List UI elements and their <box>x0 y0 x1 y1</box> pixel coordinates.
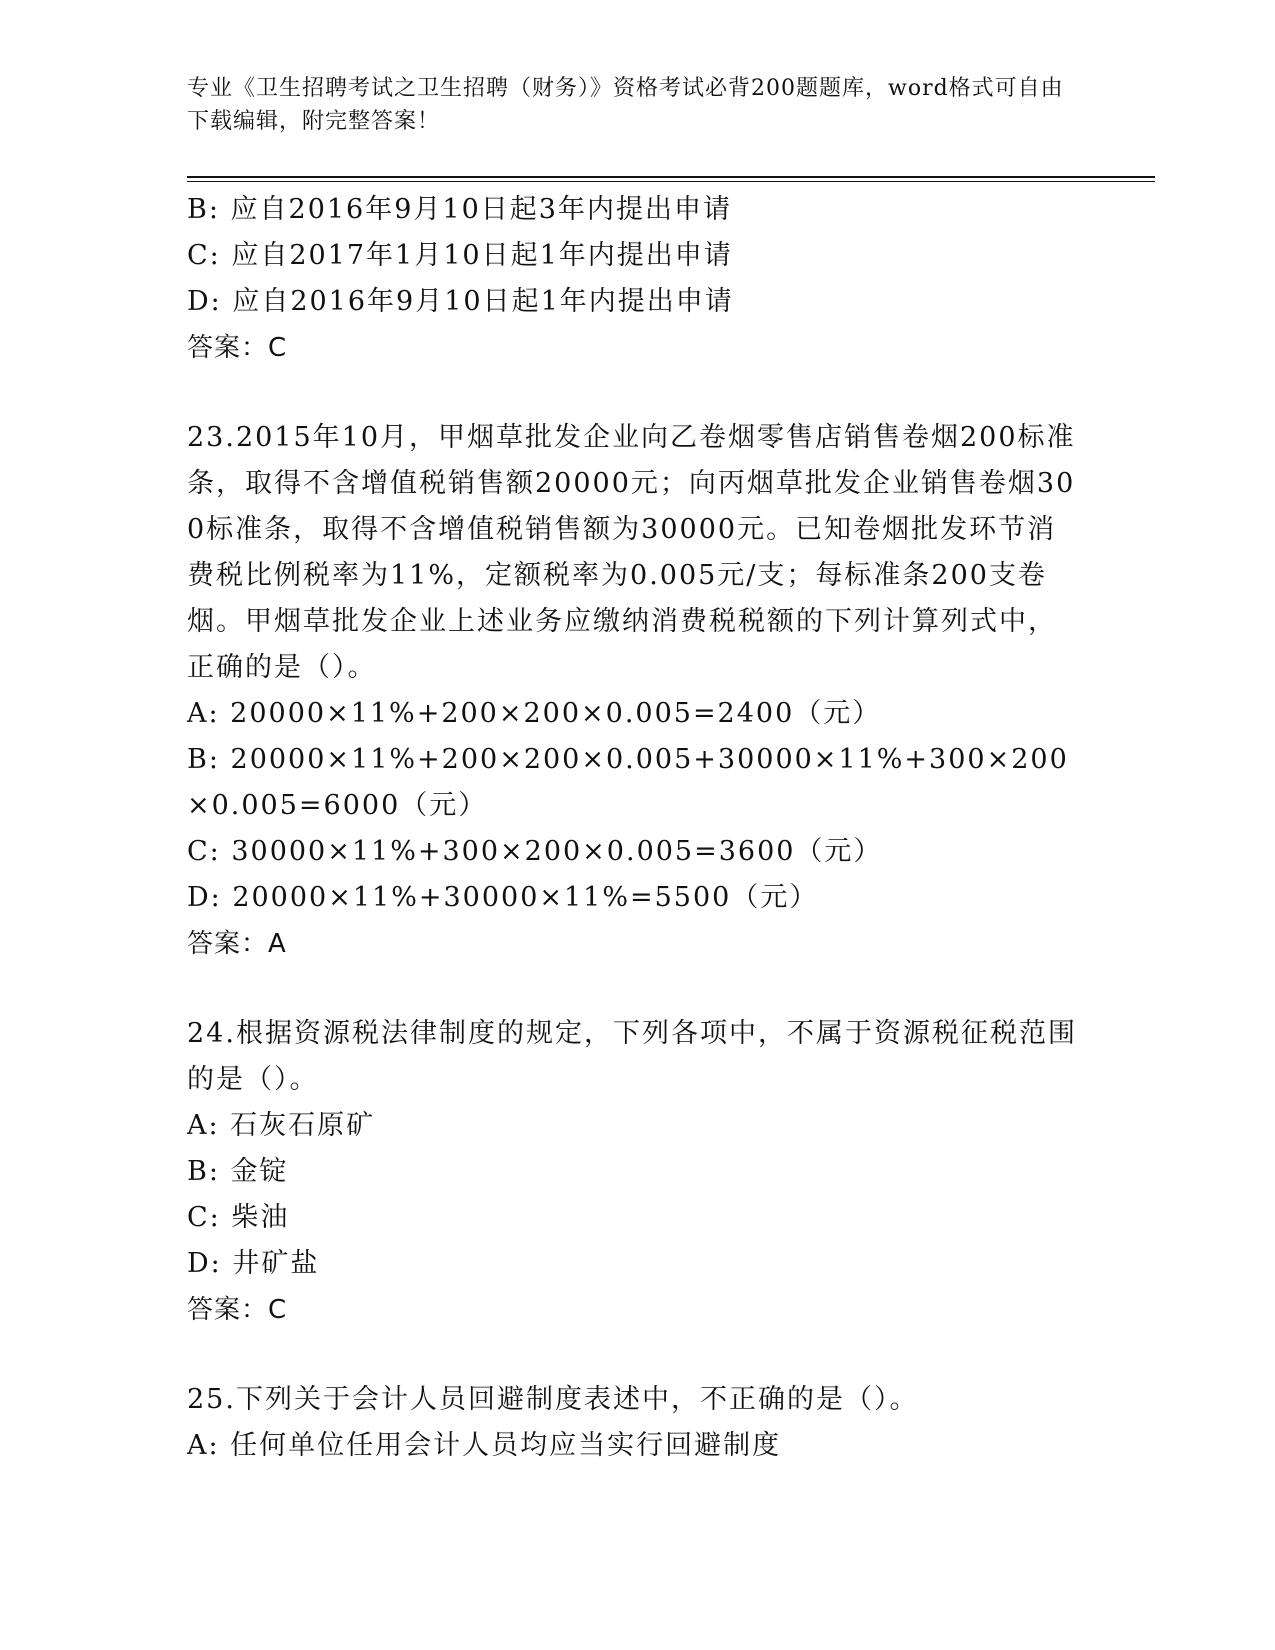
question-stem: 25.下列关于会计人员回避制度表述中，不正确的是（）。 <box>187 1384 919 1415</box>
option-b: B: 20000×11%+200×200×0.005+30000×11%+300×200×0.005=6000（元） <box>187 744 1069 821</box>
option-a: A: 任何单位任用会计人员均应当实行回避制度 <box>187 1430 782 1461</box>
option-a: A: 石灰石原矿 <box>187 1110 376 1141</box>
option-b: B: 应自2016年9月10日起3年内提出申请 <box>187 194 732 225</box>
question-stem: 24.根据资源税法律制度的规定，下列各项中，不属于资源税征税范围的是（）。 <box>187 1018 1077 1095</box>
option-c: C: 柴油 <box>187 1202 290 1233</box>
answer: 答案：A <box>187 929 287 959</box>
option-d: D: 20000×11%+30000×11%=5500（元） <box>187 882 819 913</box>
header-divider-thin <box>187 181 1155 182</box>
option-c: C: 应自2017年1月10日起1年内提出申请 <box>187 240 733 271</box>
answer: 答案：C <box>187 1295 288 1325</box>
header-divider <box>187 176 1155 178</box>
question-23 <box>187 415 1077 967</box>
option-c: C: 30000×11%+300×200×0.005=3600（元） <box>187 836 883 867</box>
option-b: B: 金锭 <box>187 1156 289 1187</box>
question-stem: 23.2015年10月，甲烟草批发企业向乙卷烟零售店销售卷烟200标准条，取得不含增值税销售额20000元；向丙烟草批发企业销售卷烟300标准条，取得不含增值税销售额为30000元。已知卷烟批发环节消费税比例税率为11%，定额税率为0.005元/支；每标准条200支卷烟。甲烟草批发企业上述业务应缴纳消费税税额的下列计算列式中，正确的是（）。 <box>187 422 1076 683</box>
option-d: D: 应自2016年9月10日起1年内提出申请 <box>187 286 734 317</box>
prev-question <box>187 187 1077 371</box>
document-header <box>187 72 1067 138</box>
answer: 答案：C <box>187 333 288 363</box>
question-content <box>187 187 1077 1469</box>
header-title: 专业《卫生招聘考试之卫生招聘（财务）》资格考试必背200题题库，word格式可自由下载编辑，附完整答案！ <box>187 76 1064 134</box>
option-a: A: 20000×11%+200×200×0.005=2400（元） <box>187 698 882 729</box>
option-d: D: 井矿盐 <box>187 1248 320 1279</box>
question-24 <box>187 1011 1077 1333</box>
question-25 <box>187 1377 1077 1469</box>
